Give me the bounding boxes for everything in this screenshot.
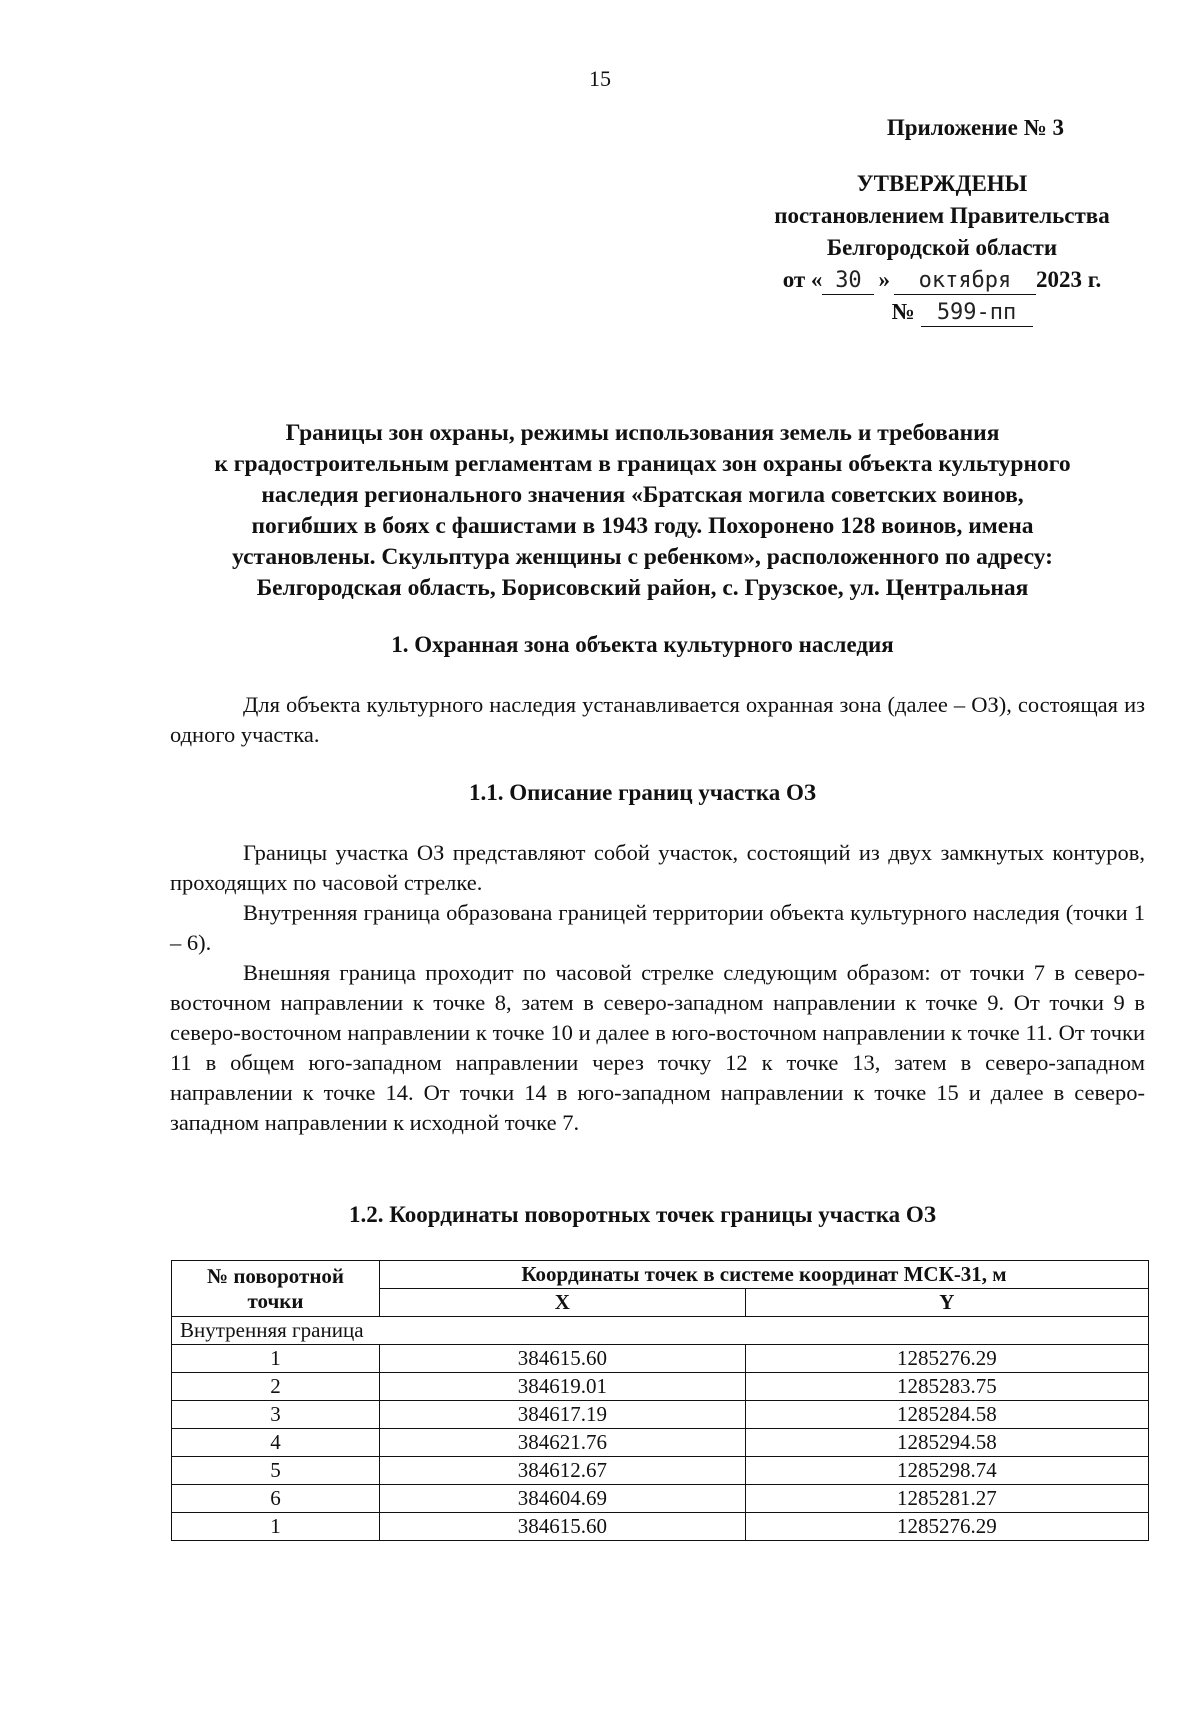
section-1-1-heading: 1.1. Описание границ участка ОЗ — [469, 780, 816, 805]
number-label: № — [891, 299, 915, 324]
date-month: октября — [894, 268, 1036, 295]
cell-y: 1285284.58 — [745, 1401, 1148, 1429]
date-year: 2023 г. — [1035, 267, 1102, 292]
header-y: Y — [745, 1289, 1148, 1317]
header-coordinates: Координаты точек в системе координат МСК-31, м — [380, 1261, 1149, 1289]
cell-y: 1285298.74 — [745, 1457, 1148, 1485]
cell-y: 1285294.58 — [745, 1429, 1148, 1457]
cell-x: 384612.67 — [380, 1457, 746, 1485]
table-row — [172, 1429, 1149, 1457]
page-number: 15 — [589, 66, 611, 91]
group-label: Внутренняя граница — [172, 1317, 1149, 1345]
table-row — [172, 1457, 1149, 1485]
table-row — [172, 1401, 1149, 1429]
date-prefix: от « — [782, 267, 823, 292]
annex-label: Приложение № 3 — [886, 115, 1064, 140]
cell-x: 384615.60 — [380, 1513, 746, 1541]
approval-date — [732, 264, 1152, 296]
cell-y: 1285276.29 — [745, 1513, 1148, 1541]
number-value: 599-пп — [921, 300, 1033, 327]
coordinates-table — [171, 1260, 1149, 1541]
cell-y: 1285281.27 — [745, 1485, 1148, 1513]
approved-label: УТВЕРЖДЕНЫ — [856, 171, 1028, 196]
cell-point: 1 — [172, 1345, 380, 1373]
cell-point: 2 — [172, 1373, 380, 1401]
approval-line-2: Белгородской области — [826, 235, 1058, 260]
cell-point: 6 — [172, 1485, 380, 1513]
cell-x: 384615.60 — [380, 1345, 746, 1373]
cell-x: 384617.19 — [380, 1401, 746, 1429]
date-mid: » — [878, 267, 890, 292]
table-group-row — [172, 1317, 1149, 1345]
title-line: установлены. Скульптура женщины с ребенком», расположенного по адресу: — [232, 544, 1053, 570]
cell-y: 1285283.75 — [745, 1373, 1148, 1401]
table-row — [172, 1513, 1149, 1541]
title-line: наследия регионального значения «Братская могила советских воинов, — [261, 482, 1024, 508]
cell-x: 384621.76 — [380, 1429, 746, 1457]
table-row — [172, 1373, 1149, 1401]
table-row — [172, 1345, 1149, 1373]
approval-line-1: постановлением Правительства — [774, 203, 1110, 228]
section-1-1-paragraph-3: Внешняя граница проходит по часовой стрелке следующим образом: от точки 7 в северо-восточном направлении к точке 8, затем в северо-западном направлении к точке 9. От точки 9 в северо-восточном направлении к точке 10 и далее в юго-восточном направлении к точке 11. От точки 11 в общем юго-западном направлении через точку 12 к точке 13, затем в северо-западном направлении к точке 14. От точки 14 в юго-западном направлении к точке 15 и далее в северо-западном направлении к исходной точке 7. — [170, 960, 1145, 1135]
header-x: X — [380, 1289, 746, 1317]
title-line: к градостроительным регламентам в границах зон охраны объекта культурного — [214, 451, 1071, 477]
section-1-paragraph: Для объекта культурного наследия устанавливается охранная зона (далее – ОЗ), состоящая из одного участка. — [170, 692, 1145, 747]
cell-point: 5 — [172, 1457, 380, 1485]
cell-x: 384619.01 — [380, 1373, 746, 1401]
title-line: погибших в боях с фашистами в 1943 году. Похоронено 128 воинов, имена — [251, 513, 1034, 539]
header-point: № поворотной точки — [172, 1261, 380, 1317]
title-line: Границы зон охраны, режимы использования земель и требования — [285, 420, 1000, 446]
cell-x: 384604.69 — [380, 1485, 746, 1513]
table-row — [172, 1485, 1149, 1513]
cell-point: 3 — [172, 1401, 380, 1429]
section-1-2-heading: 1.2. Координаты поворотных точек границы участка ОЗ — [349, 1202, 936, 1227]
date-day: 30 — [822, 268, 874, 295]
cell-point: 4 — [172, 1429, 380, 1457]
document-title — [150, 418, 1135, 604]
cell-point: 1 — [172, 1513, 380, 1541]
approval-block — [732, 112, 1152, 328]
section-1-heading: 1. Охранная зона объекта культурного наследия — [391, 632, 894, 657]
cell-y: 1285276.29 — [745, 1345, 1148, 1373]
approval-number — [732, 296, 1152, 328]
section-1-1-paragraph-1: Границы участка ОЗ представляют собой участок, состоящий из двух замкнутых контуров, проходящих по часовой стрелке. — [170, 840, 1145, 895]
section-1-1-paragraph-2: Внутренняя граница образована границей территории объекта культурного наследия (точки 1 – 6). — [170, 900, 1145, 955]
title-line: Белгородская область, Борисовский район, с. Грузское, ул. Центральная — [256, 575, 1029, 601]
